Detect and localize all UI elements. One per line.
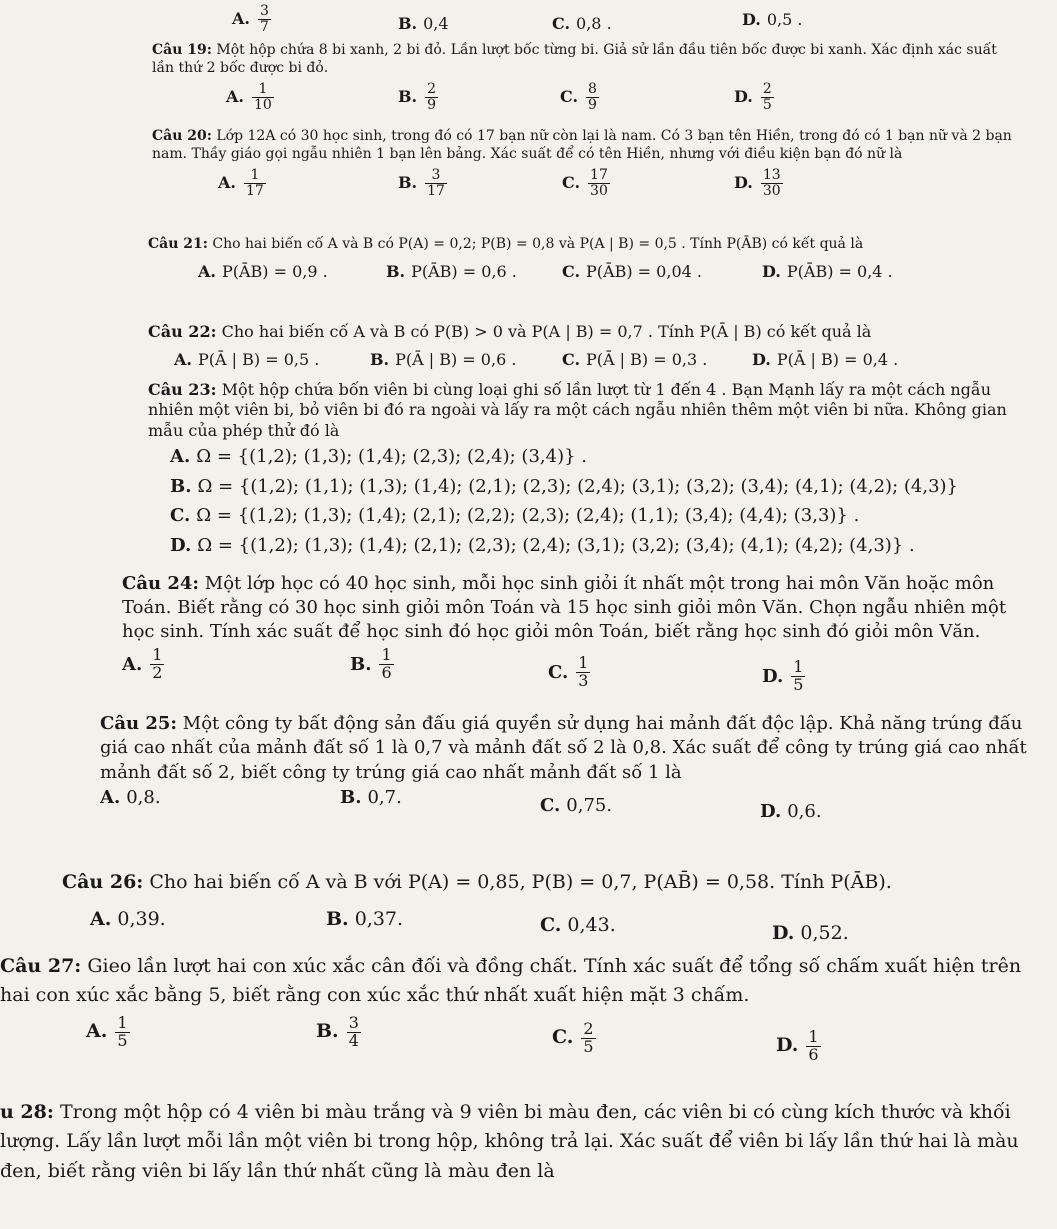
question-19 (152, 42, 1012, 122)
option-d: D. 0,6. (760, 801, 822, 823)
question-number: Câu 23: (148, 380, 217, 399)
question-28 (0, 1098, 1050, 1186)
option-b: B. $\frac{2}{9}$ (398, 80, 437, 113)
question-18-options (0, 4, 1050, 38)
option-b: B. Ω = {(1,2); (1,1); (1,3); (1,4); (2,1); (2,3); (2,4); (3,1); (3,2); (3,4); (4,1); (4,2); (4,3)} (170, 475, 958, 497)
question-number: Câu 24: (122, 573, 200, 594)
option-a: A. $\frac{1}{10}$ (226, 80, 272, 113)
question-text: Lớp 12A có 30 học sinh, trong đó có 17 bạn nữ còn lại là nam. Có 3 bạn tên Hiền, trong đó có 1 bạn nữ và 2 bạn nam. Thầy giáo gọi ngẫu nhiên 1 bạn lên bảng. Xác suất để có tên Hiền, nhưng với điều kiện bạn đó nữ là (152, 128, 1012, 162)
fraction: $\frac{1}{2}$ (152, 645, 163, 683)
option-c: C. P(Ā | B) = 0,3 . (562, 350, 708, 370)
question-text: Cho hai biến cố A và B với P(A) = 0,85, P(B) = 0,7, P(AB̄) = 0,58. Tính P(ĀB). (149, 871, 892, 893)
option-c: C. $\frac{8}{9}$ (560, 80, 597, 113)
option-a: A. $\frac{1}{2}$ (122, 645, 163, 683)
question-text: Gieo lần lượt hai con xúc xắc cân đối và đồng chất. Tính xác suất để tổng số chấm xuất hiện trên hai con xúc xắc bằng 5, biết rằng con xúc xắc thứ nhất xuất hiện mặt 3 chấm. (0, 955, 1022, 1006)
question-text: Một hộp chứa bốn viên bi cùng loại ghi số lần lượt từ 1 đến 4 . Bạn Mạnh lấy ra một cách ngẫu nhiên một viên bi, bỏ viên bi đó ra ngoài và lấy ra một cách ngẫu nhiên thêm một viên bi nữa. Không gian mẫu của phép thử đó là (148, 380, 1007, 440)
option-d: D. $\frac{1}{5}$ (762, 657, 804, 695)
question-number: Câu 25: (100, 713, 178, 734)
option-a: A. Ω = {(1,2); (1,3); (1,4); (2,3); (2,4); (3,4)} . (170, 446, 587, 468)
question-number: Câu 19: (152, 42, 212, 58)
option-c: C. 0,43. (540, 914, 616, 937)
question-text: Một lớp học có 40 học sinh, mỗi học sinh giỏi ít nhất một trong hai môn Văn hoặc môn Toán. Biết rằng có 30 học sinh giỏi môn Toán và 15 học sinh giỏi môn Văn. Chọn ngẫu nhiên một học sinh. Tính xác suất để học sinh đó học giỏi môn Toán, biết rằng học sinh đó giỏi môn Văn. (122, 573, 1007, 642)
option-b: B. 0,7. (340, 787, 402, 809)
option-b: B. $\frac{1}{6}$ (350, 645, 392, 683)
question-number: Câu 20: (152, 128, 212, 144)
question-text: Một công ty bất động sản đấu giá quyền sử dụng hai mảnh đất độc lập. Khả năng trúng đấu giá cao nhất của mảnh đất số 1 là 0,7 và mảnh đất số 2 là 0,8. Xác suất để công ty trúng giá cao nhất mảnh đất số 2, biết công ty trúng giá cao nhất mảnh đất số 1 là (100, 713, 1027, 783)
question-number: Câu 26: (62, 871, 144, 893)
option-c: C. $\frac{2}{5}$ (552, 1019, 594, 1056)
option-b: B. 0,4 (398, 14, 449, 33)
fraction: $\frac{1}{5}$ (117, 1013, 128, 1050)
option-b: B. 0,37. (326, 908, 404, 931)
fraction: $\frac{2}{9}$ (427, 80, 437, 113)
fraction: $\frac{13}{30}$ (762, 166, 781, 199)
option-d: D. P(Ā | B) = 0,4 . (752, 350, 899, 370)
option-b: B. $\frac{3}{17}$ (398, 166, 445, 199)
fraction: $\frac{1}{5}$ (793, 657, 804, 695)
fraction: $\frac{3}{17}$ (427, 166, 445, 199)
fraction: $\frac{1}{6}$ (808, 1027, 819, 1064)
fraction: $\frac{2}{5}$ (762, 80, 772, 113)
option-a: A. $\frac{1}{5}$ (86, 1013, 128, 1050)
question-text: Một hộp chứa 8 bi xanh, 2 bi đỏ. Lần lượt bốc từng bi. Giả sử lần đầu tiên bốc được bi xanh. Xác định xác suất lần thứ 2 bốc được bi đỏ. (152, 42, 997, 76)
option-d: D. $\frac{13}{30}$ (734, 166, 781, 199)
option-d: D. Ω = {(1,2); (1,3); (1,4); (2,1); (2,3); (2,4); (3,1); (3,2); (3,4); (4,1); (4,2); (4,3)} . (170, 534, 915, 556)
option-d: D. P(ĀB) = 0,4 . (762, 261, 893, 281)
question-25 (100, 712, 1045, 827)
fraction: $\frac{1}{6}$ (381, 645, 392, 683)
option-a: A. P(Ā | B) = 0,5 . (174, 350, 320, 370)
fraction: $\frac{2}{5}$ (583, 1019, 594, 1056)
option-b: B. P(Ā | B) = 0,6 . (370, 350, 517, 370)
question-number: u 28: (0, 1101, 54, 1123)
question-text: Cho hai biến cố A và B có P(B) > 0 và P(A | B) = 0,7 . Tính P(Ā | B) có kết quả là (221, 322, 872, 341)
option-c: C. $\frac{1}{3}$ (548, 653, 589, 691)
question-number: Câu 27: (0, 955, 82, 977)
fraction: $\frac{3}{4}$ (348, 1013, 359, 1050)
question-26 (62, 870, 1042, 948)
question-23 (148, 380, 1038, 557)
fraction: $\frac{1}{17}$ (245, 166, 264, 199)
option-a: A. P(ĀB) = 0,9 . (198, 261, 328, 281)
fraction: $\frac{17}{30}$ (590, 166, 608, 199)
question-text: Trong một hộp có 4 viên bi màu trắng và 9 viên bi màu đen, các viên bi có cùng kích thước và khối lượng. Lấy lần lượt mỗi lần một viên bi trong hộp, không trả lại. Xác suất để viên bi lấy lần thứ hai là màu đen, biết rằng viên bi lấy lần thứ nhất cũng là màu đen là (0, 1101, 1019, 1182)
question-number: Câu 21: (148, 236, 208, 252)
option-c: C. Ω = {(1,2); (1,3); (1,4); (2,1); (2,2); (2,3); (2,4); (1,1); (3,4); (4,4); (3,3)} . (170, 505, 860, 527)
option-d: D. 0,52. (772, 922, 849, 945)
option-c: C. P(ĀB) = 0,04 . (562, 261, 702, 281)
fraction: $\frac{1}{3}$ (578, 653, 589, 691)
option-a: A. $\frac{3}{7}$ (232, 3, 269, 35)
option-b: B. P(ĀB) = 0,6 . (386, 261, 517, 281)
question-number: Câu 22: (148, 322, 217, 341)
fraction: $\frac{1}{10}$ (253, 80, 272, 113)
question-24 (122, 572, 1042, 699)
question-27 (0, 952, 1050, 1075)
fraction: $\frac{8}{9}$ (588, 80, 597, 113)
option-c: C. 0,8 . (552, 14, 612, 33)
option-c: C. $\frac{17}{30}$ (562, 166, 608, 199)
option-d: D. $\frac{1}{6}$ (776, 1027, 819, 1064)
option-a: A. 0,8. (100, 787, 161, 809)
question-20 (152, 128, 1022, 208)
option-a: A. $\frac{1}{17}$ (218, 166, 264, 199)
fraction: $\frac{3}{7}$ (259, 3, 269, 35)
question-text: Cho hai biến cố A và B có P(A) = 0,2; P(B) = 0,8 và P(A | B) = 0,5 . Tính P(ĀB) có kết quả là (212, 236, 864, 252)
option-a: A. 0,39. (90, 908, 166, 931)
question-21 (148, 236, 1028, 302)
option-b: B. $\frac{3}{4}$ (316, 1013, 359, 1050)
option-d: D. $\frac{2}{5}$ (734, 80, 772, 113)
option-c: C. 0,75. (540, 795, 613, 817)
option-d: D. 0,5 . (742, 10, 803, 29)
